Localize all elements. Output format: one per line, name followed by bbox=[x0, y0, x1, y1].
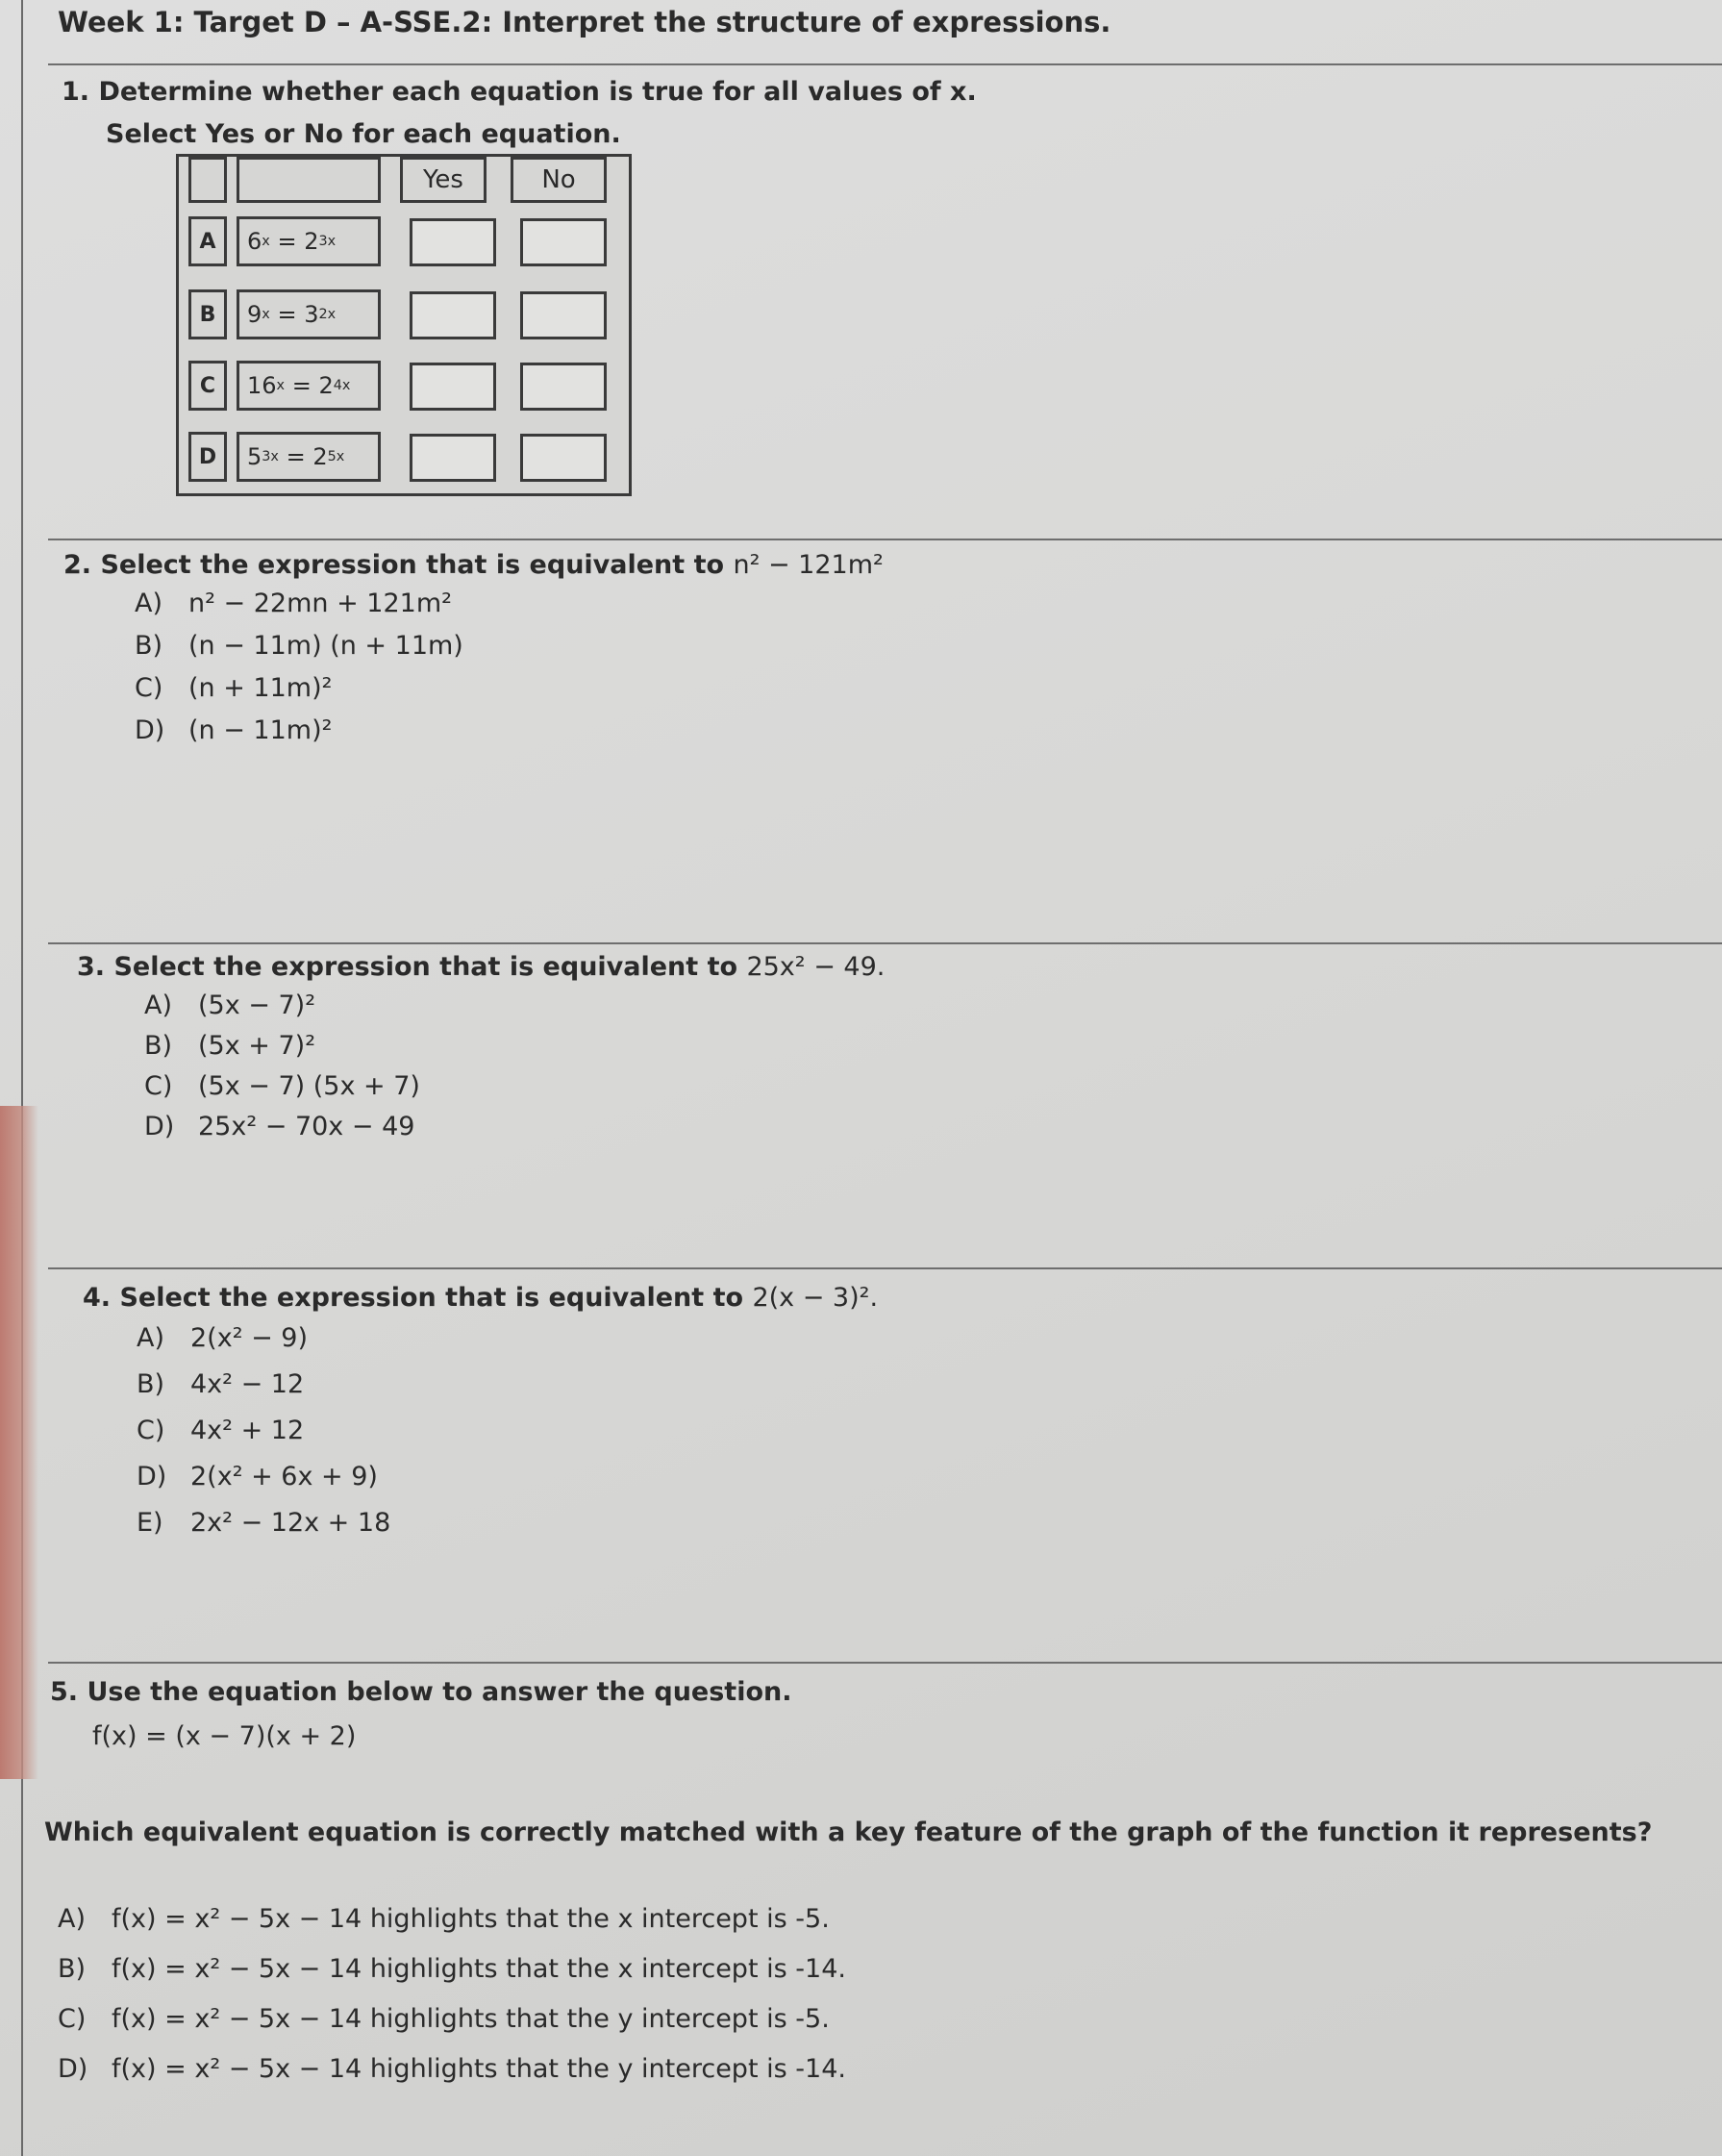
q5-prompt: 5. Use the equation below to answer the question. bbox=[50, 1677, 792, 1707]
row-a-label: A bbox=[188, 216, 227, 266]
row-b-base: 9 bbox=[247, 301, 262, 328]
q2-option-c[interactable] bbox=[135, 673, 332, 703]
q3-option-b-text: (5x + 7)² bbox=[198, 1031, 316, 1061]
row-b-rexp: 2x bbox=[318, 307, 337, 322]
q4-option-a[interactable] bbox=[137, 1323, 308, 1353]
q1-instruction: Select Yes or No for each equation. bbox=[106, 119, 621, 149]
q5-option-c-text: f(x) = x² − 5x − 14 highlights that the y intercept is -5. bbox=[112, 2004, 830, 2034]
q3-option-a-letter: A) bbox=[144, 990, 173, 1020]
divider-q4 bbox=[48, 1267, 1722, 1269]
q4-option-b[interactable] bbox=[137, 1369, 304, 1399]
q2-target: n² − 121m² bbox=[733, 550, 884, 580]
q4-option-e-letter: E) bbox=[137, 1508, 163, 1538]
q2-option-c-letter: C) bbox=[135, 673, 163, 703]
q2-option-a-letter: A) bbox=[135, 589, 163, 618]
q5-option-b[interactable] bbox=[58, 1954, 846, 1984]
row-d-exp: 3x bbox=[262, 449, 279, 464]
row-a-no-box[interactable] bbox=[520, 218, 607, 266]
q3-option-b[interactable] bbox=[144, 1031, 315, 1061]
row-b-label: B bbox=[188, 289, 227, 339]
row-a-equation: 6 x = 2 3x bbox=[237, 216, 381, 266]
row-b-equation: 9 x = 3 2x bbox=[237, 289, 381, 339]
q5-option-b-letter: B) bbox=[58, 1954, 87, 1984]
left-margin-line bbox=[21, 0, 23, 2156]
q3-option-d-letter: D) bbox=[144, 1112, 175, 1141]
q4-option-e[interactable] bbox=[137, 1508, 390, 1538]
q5-option-b-text: f(x) = x² − 5x − 14 highlights that the x intercept is -14. bbox=[112, 1954, 846, 1984]
divider-q5 bbox=[48, 1662, 1722, 1664]
row-b-no-box[interactable] bbox=[520, 291, 607, 339]
q4-option-e-text: 2x² − 12x + 18 bbox=[190, 1508, 391, 1538]
row-a-exp: x bbox=[262, 234, 270, 249]
q3-option-c[interactable] bbox=[144, 1071, 420, 1101]
q2-option-a-text: n² − 22mn + 121m² bbox=[188, 589, 452, 618]
q4-prompt: 4. Select the expression that is equivalent to bbox=[83, 1283, 744, 1313]
q4-option-a-letter: A) bbox=[137, 1323, 165, 1353]
page-title: Week 1: Target D – A-SSE.2: Interpret the structure of expressions. bbox=[58, 6, 1111, 38]
divider-q3 bbox=[48, 942, 1722, 944]
divider-top bbox=[48, 63, 1722, 65]
q2-option-b-text: (n − 11m) (n + 11m) bbox=[188, 631, 463, 661]
row-c-yes-box[interactable] bbox=[410, 363, 496, 411]
divider-q2 bbox=[48, 539, 1722, 540]
q5-option-a-text: f(x) = x² − 5x − 14 highlights that the x intercept is -5. bbox=[112, 1904, 830, 1934]
q4-option-b-letter: B) bbox=[137, 1369, 165, 1399]
q5-option-c-letter: C) bbox=[58, 2004, 87, 2034]
row-b-exp: x bbox=[262, 307, 270, 322]
q2-option-d-letter: D) bbox=[135, 715, 165, 745]
q4-target: 2(x − 3)². bbox=[752, 1283, 879, 1313]
row-b-yes-box[interactable] bbox=[410, 291, 496, 339]
q5-option-d-text: f(x) = x² − 5x − 14 highlights that the y intercept is -14. bbox=[112, 2054, 846, 2084]
q5-option-d-letter: D) bbox=[58, 2054, 88, 2084]
row-d-yes-box[interactable] bbox=[410, 434, 496, 482]
q3-option-d-text: 25x² − 70x − 49 bbox=[198, 1112, 415, 1141]
q2-option-d[interactable] bbox=[135, 715, 332, 745]
row-c-no-box[interactable] bbox=[520, 363, 607, 411]
row-d-no-box[interactable] bbox=[520, 434, 607, 482]
header-equation-cell bbox=[237, 157, 381, 203]
q5-option-d[interactable] bbox=[58, 2054, 846, 2084]
q4-option-a-text: 2(x² − 9) bbox=[190, 1323, 309, 1353]
q5-option-a-letter: A) bbox=[58, 1904, 87, 1934]
q2-option-b[interactable] bbox=[135, 631, 463, 661]
row-c-exp: x bbox=[276, 378, 286, 393]
q5-option-a[interactable] bbox=[58, 1904, 830, 1934]
row-a-rhs: 2 bbox=[304, 228, 319, 255]
q4-option-d-text: 2(x² + 6x + 9) bbox=[190, 1462, 378, 1492]
header-no: No bbox=[511, 157, 607, 203]
q5-question: Which equivalent equation is correctly matched with a key feature of the graph of the function it represents? bbox=[44, 1818, 1653, 1847]
row-d-equation: 5 3x = 2 5x bbox=[237, 432, 381, 482]
row-a-base: 6 bbox=[247, 228, 262, 255]
q1-prompt: 1. Determine whether each equation is true for all values of x. bbox=[62, 77, 977, 107]
q3-prompt-line bbox=[77, 952, 885, 982]
q2-option-b-letter: B) bbox=[135, 631, 163, 661]
header-blank-cell bbox=[188, 157, 227, 203]
row-c-equation: 16 x = 2 4x bbox=[237, 361, 381, 411]
q2-prompt: 2. Select the expression that is equivalent to bbox=[63, 550, 725, 580]
q2-option-c-text: (n + 11m)² bbox=[188, 673, 333, 703]
q5-equation: f(x) = (x − 7)(x + 2) bbox=[92, 1721, 357, 1751]
q3-option-a-text: (5x − 7)² bbox=[198, 990, 316, 1020]
row-a-rexp: 3x bbox=[318, 234, 337, 249]
header-yes: Yes bbox=[400, 157, 487, 203]
q3-option-a[interactable] bbox=[144, 990, 315, 1020]
row-d-rexp: 5x bbox=[327, 449, 345, 464]
q4-option-b-text: 4x² − 12 bbox=[190, 1369, 305, 1399]
finger-shadow bbox=[0, 1106, 38, 1779]
q2-option-d-text: (n − 11m)² bbox=[188, 715, 333, 745]
q3-option-c-text: (5x − 7) (5x + 7) bbox=[198, 1071, 420, 1101]
q3-option-b-letter: B) bbox=[144, 1031, 173, 1061]
q4-option-c-text: 4x² + 12 bbox=[190, 1416, 305, 1445]
row-d-base: 5 bbox=[247, 443, 262, 470]
q2-prompt-line bbox=[63, 550, 884, 580]
q4-option-d[interactable] bbox=[137, 1462, 378, 1492]
q1-table bbox=[176, 154, 632, 496]
q3-prompt: 3. Select the expression that is equivalent to bbox=[77, 952, 738, 982]
q3-target: 25x² − 49. bbox=[746, 952, 886, 982]
row-c-rhs: 2 bbox=[318, 372, 334, 399]
q3-option-d[interactable] bbox=[144, 1112, 414, 1141]
row-c-label: C bbox=[188, 361, 227, 411]
row-d-rhs: 2 bbox=[312, 443, 328, 470]
row-d-label: D bbox=[188, 432, 227, 482]
q4-option-d-letter: D) bbox=[137, 1462, 167, 1492]
q5-option-c[interactable] bbox=[58, 2004, 830, 2034]
q4-prompt-line bbox=[83, 1283, 878, 1313]
row-a-yes-box[interactable] bbox=[410, 218, 496, 266]
row-b-rhs: 3 bbox=[304, 301, 319, 328]
row-c-base: 16 bbox=[247, 372, 277, 399]
q4-option-c[interactable] bbox=[137, 1416, 304, 1445]
q2-option-a[interactable] bbox=[135, 589, 452, 618]
q4-option-c-letter: C) bbox=[137, 1416, 165, 1445]
q3-option-c-letter: C) bbox=[144, 1071, 173, 1101]
row-c-rexp: 4x bbox=[333, 378, 351, 393]
